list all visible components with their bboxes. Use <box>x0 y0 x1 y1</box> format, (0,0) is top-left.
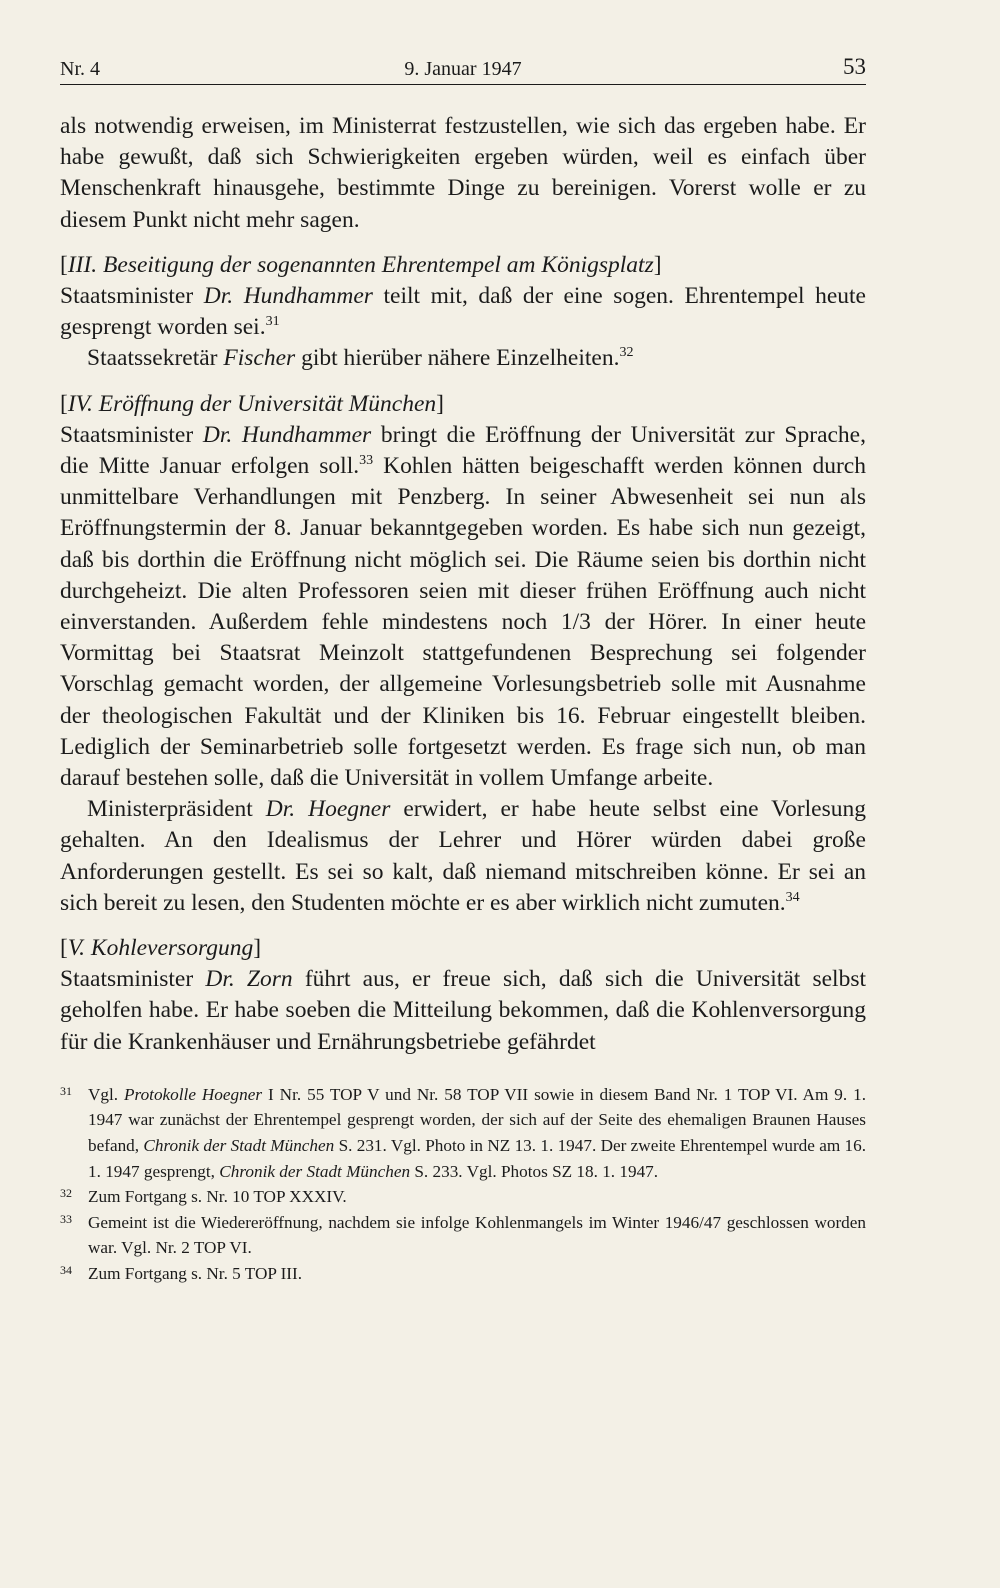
footnote-number: 33 <box>60 1211 72 1226</box>
footnote-ref: 32 <box>619 345 634 361</box>
speaker-name: Hundhammer <box>233 283 373 310</box>
paragraph: Staatsminister Dr. Hundhammer bringt die Eröffnung der Universität zur Sprache, die Mitte Januar erfolgen soll.$^{33}$ Kohlen hätten beigeschafft werden können durch unmittelbare Verhandlungen mit Penzberg. In seiner Abwesenheit sei nun als Eröffnungstermin der 8. Januar bekanntgegeben worden. Es habe sich nun gezeigt, daß bis dorthin die Eröffnung nicht möglich sei. Die Räume seien bis dorthin nicht durchgeheizt. Die alten Professoren seien mit dieser frühen Eröffnung auch nicht einverstanden. Außerdem fehle mindestens noch 1/3 der Hörer. In einer heute Vormittag bei Staatsrat Meinzolt stattgefundenen Besprechung sei folgender Vorschlag gemacht worden, der allgemeine Vorlesungsbetrieb solle mit Ausnahme der theologischen Fakultät und der Kliniken bis 16. Februar eingestellt bleiben. Lediglich der Seminarbetrieb solle fortgesetzt werden. Es frage sich nun, ob man darauf bestehen solle, daß die Universität in vollem Umfange arbeite. <box>60 421 866 792</box>
paragraph: Ministerpräsident Dr. Hoegner erwidert, er habe heute selbst eine Vorlesung gehalten. An den Idealismus der Lehrer und Hörer würden dabei große Anforderungen gestellt. Es sei so kalt, daß niemand mitschreiben könne. Er sei an sich bereit zu lesen, den Studenten möchte er es aber wirklich nicht zumuten.$^{34}$ <box>60 796 867 916</box>
paragraph: als notwendig erweisen, im Ministerrat festzustellen, wie sich das ergeben habe. Er habe gewußt, daß sich Schwierigkeiten ergeben würden, weil es einfach über Menschenkraft hinausgehe, bestimmte Dinge zu bereinigen. Vorerst wolle er zu diesem Punkt nicht mehr sagen. <box>60 113 866 233</box>
paragraph: Staatssekretär Fischer gibt hierüber nähere Einzelheiten.$^{32}$ <box>87 345 634 372</box>
main-text <box>60 111 866 1058</box>
section-heading-text: IV. Eröffnung der Universität München <box>67 390 437 417</box>
footnote-ref: 31 <box>265 314 280 330</box>
footnote-number: 32 <box>60 1186 72 1201</box>
speaker-name: Zorn <box>234 966 293 993</box>
section-heading-v: [V. Kohleversorgung] <box>60 935 262 962</box>
footnote-32: 32 Zum Fortgang s. Nr. 10 TOP XXXIV. <box>60 1186 347 1207</box>
footnote-ref: 33 <box>359 453 374 469</box>
page-number: 53 <box>843 54 866 79</box>
issue-number: Nr. 4 <box>60 58 100 80</box>
footnote-31: 31 Vgl. Protokolle Hoegner I Nr. 55 TOP V und Nr. 58 TOP VII sowie in diesem Band Nr. 1 TOP VI. Am 9. 1. 1947 war zunächst der Ehrentempel gesprengt worden, der sich auf der Seite des ehemaligen Braunen Hauses befand, Chronik der Stadt München S. 231. Vgl. Photo in NZ 13. 1. 1947. Der zweite Ehrentempel wurde am 16. 1. 1947 gesprengt, Chronik der Stadt München S. 233. Vgl. Photos SZ 18. 1. 1947. <box>60 1083 867 1181</box>
paragraph: Staatsminister Dr. Zorn führt aus, er freue sich, daß sich die Universität selbst geholfen habe. Er habe soeben die Mitteilung bekommen, daß die Kohlenversorgung für die Krankenhäuser und Ernährungsbetriebe gefährdet <box>60 966 867 1055</box>
section-heading-iii: [III. Beseitigung der sogenannten Ehrentempel am Königsplatz] <box>60 251 662 278</box>
section-heading-iv: [IV. Eröffnung der Universität München] <box>60 390 444 417</box>
book-page <box>60 54 866 1287</box>
footnotes <box>60 1082 866 1287</box>
paragraph: Staatsminister Dr. Hundhammer teilt mit, daß der eine sogen. Ehrentempel heute gesprengt worden sei.$^{31}$ <box>60 283 866 341</box>
page-date: 9. Januar 1947 <box>404 58 522 80</box>
speaker-title: Dr. <box>205 966 235 993</box>
section-heading-text: III. Beseitigung der sogenannten Ehrentempel am Königsplatz <box>67 251 654 278</box>
footnote-number: 31 <box>60 1083 72 1098</box>
footnote-ref: 34 <box>785 889 800 905</box>
running-head <box>60 54 866 85</box>
footnote-34: 34 Zum Fortgang s. Nr. 5 TOP III. <box>60 1263 303 1284</box>
speaker-title: Dr. <box>265 796 296 823</box>
footnote-number: 34 <box>60 1263 72 1278</box>
speaker-name: Fischer <box>223 345 296 372</box>
speaker-title: Dr. <box>202 421 233 448</box>
speaker-title: Dr. <box>203 283 234 310</box>
speaker-name: Hundhammer <box>232 421 372 448</box>
footnote-33: 33 Gemeint ist die Wiedereröffnung, nachdem sie infolge Kohlenmangels im Winter 1946/47 geschlossen worden war. Vgl. Nr. 2 TOP VI. <box>60 1211 866 1258</box>
speaker-name: Hoegner <box>295 796 391 823</box>
section-heading-text: V. Kohleversorgung <box>67 935 254 962</box>
